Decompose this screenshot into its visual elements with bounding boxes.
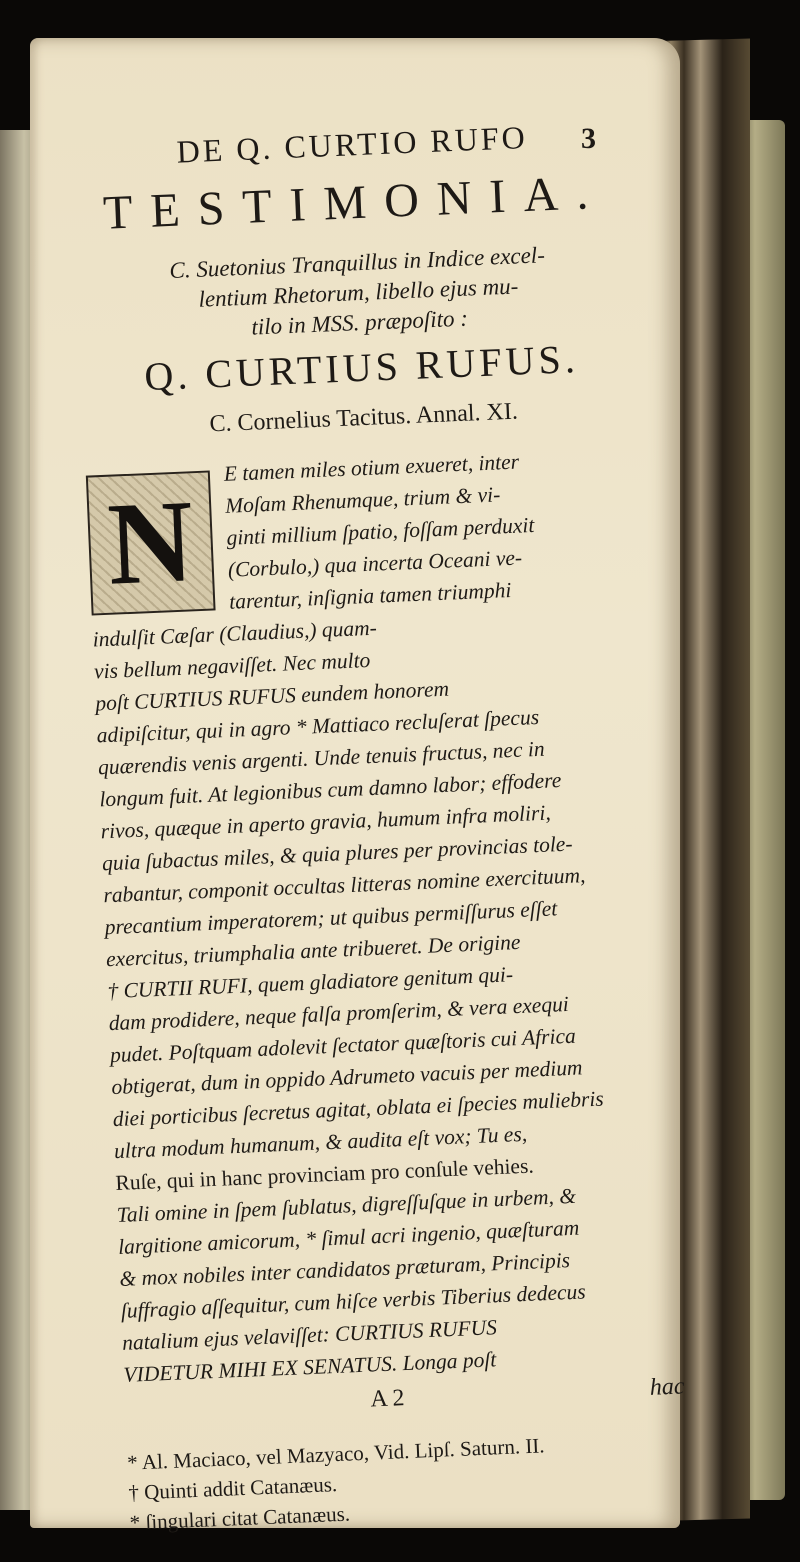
body-line: VIDETUR MIHI EX SENATUS. Longa poſt — [123, 1346, 497, 1387]
body-line: E tamen miles otium exueret, inter — [223, 449, 520, 486]
footnote: * ſingulari citat Catanæus. — [129, 1501, 351, 1535]
body-line: dam prodidere, neque falſa promſerim, & vera exequi — [108, 991, 570, 1035]
page-title: TESTIMONIA. — [102, 165, 608, 240]
decorated-initial: N — [86, 470, 216, 615]
body-line: rabantur, componit occultas litteras nomine exercituum, — [102, 862, 586, 907]
body-line: adipiſcitur, qui in agro * Mattiaco recluſerat ſpecus — [96, 704, 540, 748]
body-line: ginti millium ſpatio, foſſam perduxit — [226, 512, 535, 550]
body-line: Moſam Rhenumque, trium & vi- — [224, 482, 501, 518]
body-line: rivos, quæque in aperto gravia, humum infra moliri, — [100, 800, 552, 844]
body-line: quia ſubactus miles, & quia plures per provincias tole- — [101, 831, 573, 875]
footnote: † Quinti addit Catanæus. — [127, 1471, 338, 1505]
page-number: 3 — [581, 122, 596, 155]
body-line: indulſit Cæſar (Claudius,) quam- — [92, 615, 378, 652]
body-line: vis bellum negaviſſet. Nec multo — [93, 647, 371, 684]
body-line: precantium imperatorem; ut quibus permiſſurus eſſet — [104, 895, 558, 939]
body-line: largitione amicorum, * ſimul acri ingenio, quæſturam — [117, 1215, 580, 1259]
suetonius-line: C. Suetonius Tranquillus in Indice excel- — [168, 242, 546, 283]
footnote: * Al. Maciaco, vel Mazyaco, Vid. Lipſ. Saturn. II. — [126, 1432, 545, 1475]
body-line: natalium ejus velaviſſet: CURTIUS RUFUS — [121, 1314, 498, 1355]
body-text — [85, 440, 683, 1391]
page-header: DE Q. CURTIO RUFO — [175, 118, 529, 170]
body-line: obtigerat, dum in oppido Adrumeto vacuis per medium — [110, 1055, 583, 1099]
body-line: diei porticibus ſecretus agitat, oblata ei ſpecies muliebris — [112, 1086, 605, 1131]
body-line: longum fuit. At legionibus cum damno labor; effodere — [98, 767, 562, 812]
suetonius-caption — [77, 236, 640, 349]
body-line: poſt CURTIUS RUFUS eundem honorem — [94, 676, 450, 716]
suetonius-line: tilo in MSS. præpoſito : — [250, 305, 469, 340]
book-page — [30, 38, 686, 1535]
body-line: ultra modum humanum, & audita eſt vox; Tu es, — [113, 1121, 528, 1163]
tacitus-heading: C. Cornelius Tacitus. Annal. XI. — [208, 398, 519, 438]
body-line: tarentur, inſignia tamen triumphi — [228, 577, 512, 614]
body-line: Ruſe, qui in hanc provinciam pro conſule vehies. — [114, 1153, 535, 1195]
page-content — [70, 75, 690, 1538]
footnotes — [127, 1424, 690, 1537]
body-line: ſuffragio aſſequitur, cum hiſce verbis Tiberius dedecus — [120, 1279, 587, 1323]
catchword: hac — [649, 1373, 686, 1401]
body-line: & mox nobiles inter candidatos præturam, Principis — [118, 1247, 571, 1291]
body-line: pudet. Poſtquam adolevit ſectator quæſtoris cui Africa — [109, 1023, 577, 1067]
suetonius-line: lentium Rhetorum, libello ejus mu- — [197, 273, 519, 312]
body-line: exercitus, triumphalia ante tribueret. De origine — [105, 929, 521, 971]
body-line: † CURTII RUFI, quem gladiatore genitum qui- — [106, 961, 514, 1003]
body-line: (Corbulo,) qua incerta Oceani ve- — [227, 545, 523, 582]
body-line: quærendis venis argenti. Unde tenuis fructus, nec in — [97, 736, 546, 780]
body-line: Tali omine in ſpem ſublatus, digreſſuſque in urbem, & — [116, 1183, 577, 1227]
author-name: Q. CURTIUS RUFUS. — [143, 335, 580, 399]
signature-mark: A 2 — [369, 1384, 405, 1413]
